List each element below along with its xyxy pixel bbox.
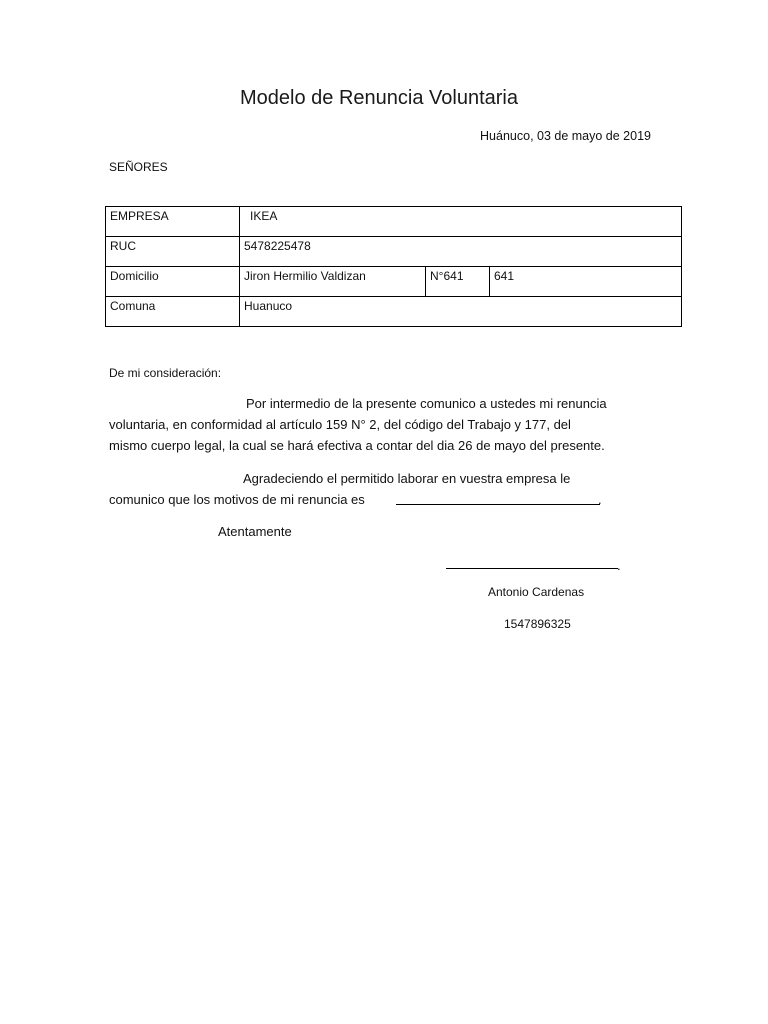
employer-info-table [105,206,682,327]
value-cell: 5478225478 [240,237,682,267]
signatory-id: 1547896325 [504,617,571,631]
paragraph1-line3: mismo cuerpo legal, la cual se hará efectiva a contar del dia 26 de mayo del presente. [109,438,605,453]
document-title: Modelo de Renuncia Voluntaria [240,87,518,109]
salutation: SEÑORES [109,160,168,174]
closing: Atentamente [218,524,292,539]
paragraph2-line1: Agradeciendo el permitido laborar en vuestra empresa le [243,471,571,486]
paragraph1-line2: voluntaria, en conformidad al artículo 159 N° 2, del código del Trabajo y 177, del [109,417,571,432]
table-row [106,267,682,297]
value-cell: Huanuco [240,297,682,327]
value-cell: Jiron Hermilio Valdizan [240,267,426,297]
label-cell: RUC [106,237,240,267]
signatory-name: Antonio Cardenas [488,585,585,599]
table-row [106,297,682,327]
paragraph1-line1: Por intermedio de la presente comunico a ustedes mi renuncia [246,396,607,411]
label-cell: Comuna [106,297,240,327]
extra-label-cell: N°641 [426,267,490,297]
reason-blank-line [396,504,600,505]
signature-line [446,568,618,569]
table-row [106,207,682,237]
date-line: Huánuco, 03 de mayo de 2019 [480,129,651,143]
reason-line-end: . [598,492,602,507]
value-cell: IKEA [240,207,682,237]
signature-line-end: . [617,558,621,573]
table-row [106,237,682,267]
consideration-heading: De mi consideración: [109,366,222,380]
label-cell: EMPRESA [106,207,240,237]
paragraph2-line2: comunico que los motivos de mi renuncia es [109,492,365,507]
label-cell: Domicilio [106,267,240,297]
extra-value-cell: 641 [490,267,682,297]
